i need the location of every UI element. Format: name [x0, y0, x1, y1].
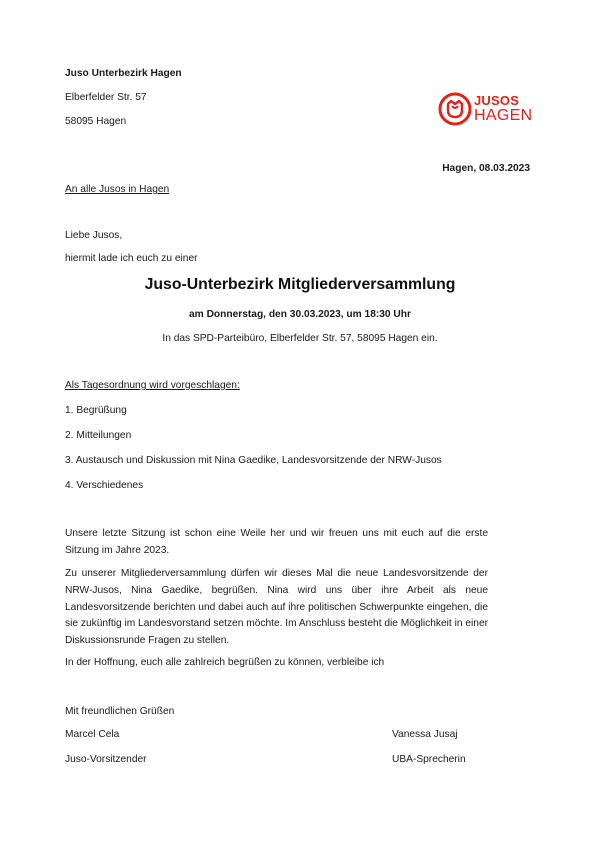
- rose-icon: [438, 92, 472, 126]
- logo-line2: HAGEN: [474, 107, 533, 124]
- body-paragraph-1: Unsere letzte Sitzung ist schon eine Weile her und wir freuen uns mit euch auf die erste Sitzung im Jahre 2023.: [65, 528, 488, 556]
- event-when: am Donnerstag, den 30.03.2023, um 18:30 Uhr: [189, 309, 411, 320]
- signer-role-1: Juso-Vorsitzender: [65, 754, 147, 765]
- signer-name-1: Marcel Cela: [65, 729, 120, 740]
- signer-name-2: Vanessa Jusaj: [392, 729, 458, 740]
- closing: Mit freundlichen Grüßen: [65, 706, 175, 717]
- event-where: In das SPD-Parteibüro, Elberfelder Str. 57, 58095 Hagen ein.: [162, 333, 438, 344]
- sender-street: Elberfelder Str. 57: [65, 92, 147, 103]
- body-paragraph-2: Zu unserer Mitgliederversammlung dürfen wir dieses Mal die neue Landesvorsitzende der NRW-Jusos, Nina Gaedike, begrüßen. Nina wird uns über ihre Arbeit als neue Landesvorsitzende berichten und dabei auch auf ihre politischen Schwerpunkte eingehen, die sie zukünftig im Landesvorstand setzen möchte. Im Anschluss besteht die Möglichkeit in einer Diskussionsrunde Fragen zu stellen.: [65, 568, 488, 647]
- date-line: Hagen, 08.03.2023: [442, 163, 530, 174]
- agenda-item: 2. Mitteilungen: [65, 430, 132, 441]
- body-paragraph-3: In der Hoffnung, euch alle zahlreich begrüßen zu können, verbleibe ich: [65, 657, 385, 668]
- sender-city: 58095 Hagen: [65, 116, 127, 127]
- recipient: An alle Jusos in Hagen: [65, 184, 170, 195]
- signer-role-2: UBA-Sprecherin: [392, 754, 466, 765]
- jusos-hagen-logo: [438, 92, 538, 132]
- agenda-item: 3. Austausch und Diskussion mit Nina Gaedike, Landesvorsitzende der NRW-Jusos: [65, 455, 442, 466]
- agenda-heading: Als Tagesordnung wird vorgeschlagen:: [65, 380, 240, 391]
- sender-org: Juso Unterbezirk Hagen: [65, 68, 182, 79]
- event-title: Juso-Unterbezirk Mitgliederversammlung: [144, 276, 456, 293]
- intro-line: hiermit lade ich euch zu einer: [65, 253, 198, 264]
- agenda-item: 4. Verschiedenes: [65, 480, 144, 491]
- logo-line1: JUSOS: [474, 93, 520, 108]
- greeting: Liebe Jusos,: [65, 230, 123, 241]
- agenda-item: 1. Begrüßung: [65, 405, 127, 416]
